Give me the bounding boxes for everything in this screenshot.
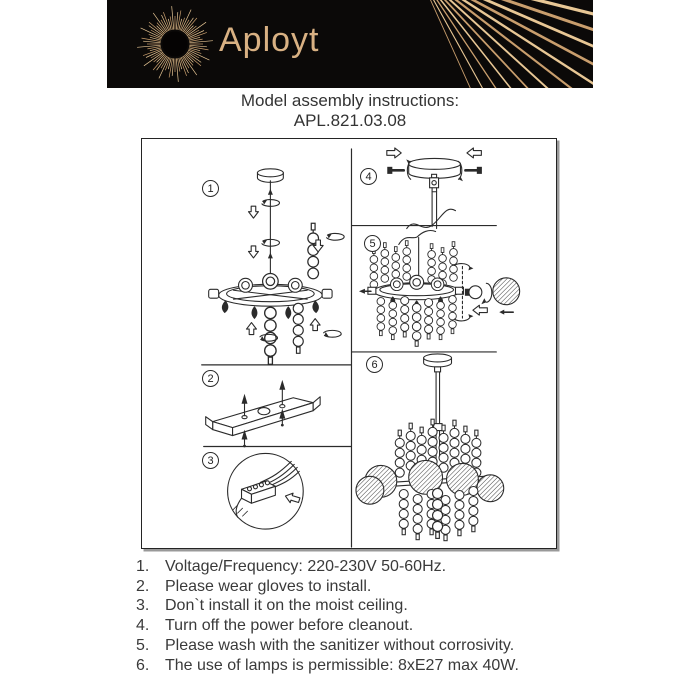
note-item bbox=[136, 557, 586, 577]
brand-banner bbox=[107, 0, 593, 88]
heading-block bbox=[0, 91, 700, 130]
note-item bbox=[136, 577, 586, 597]
note-text: Don`t install it on the moist ceiling. bbox=[165, 597, 408, 615]
banner-decoration bbox=[107, 0, 593, 88]
note-item bbox=[136, 656, 586, 676]
brand-name: Aployt bbox=[219, 21, 320, 59]
step-4-diagram bbox=[387, 148, 482, 229]
step-2-badge: 2 bbox=[202, 370, 219, 387]
assembly-diagrams bbox=[142, 139, 556, 548]
step-1-badge: 1 bbox=[202, 180, 219, 197]
step-1-diagram bbox=[209, 169, 344, 364]
note-text: Please wash with the sanitizer without corrosivity. bbox=[165, 636, 515, 654]
note-number: 5. bbox=[136, 636, 150, 654]
sheet-title: Model assembly instructions: bbox=[240, 91, 460, 110]
step-6-badge: 6 bbox=[366, 356, 383, 373]
note-text: Please wear gloves to install. bbox=[165, 577, 372, 595]
note-text: Voltage/Frequency: 220-230V 50-60Hz. bbox=[165, 558, 447, 575]
assembly-diagram-panel bbox=[141, 138, 557, 549]
step-6-diagram bbox=[356, 354, 504, 541]
model-number: APL.821.03.08 bbox=[293, 110, 407, 130]
note-number: 3. bbox=[136, 597, 150, 615]
note-number: 2. bbox=[136, 577, 150, 595]
note-number: 6. bbox=[136, 656, 150, 674]
step-3-diagram bbox=[228, 453, 304, 529]
note-item bbox=[136, 636, 586, 656]
step-5-badge: 5 bbox=[364, 235, 381, 252]
step-4-badge: 4 bbox=[360, 168, 377, 185]
step-2-diagram bbox=[206, 380, 320, 448]
note-item bbox=[136, 616, 586, 636]
note-item bbox=[136, 596, 586, 616]
ray-fan-decoration bbox=[417, 0, 593, 88]
step-3-badge: 3 bbox=[202, 452, 219, 469]
starburst-logo-icon bbox=[137, 6, 213, 82]
note-text: Turn off the power before cleanout. bbox=[165, 617, 414, 635]
step-5-diagram bbox=[359, 231, 520, 347]
safety-notes-list bbox=[136, 557, 586, 675]
note-number: 1. bbox=[136, 558, 150, 575]
note-number: 4. bbox=[136, 617, 150, 635]
note-text: The use of lamps is permissible: 8xE27 max 40W. bbox=[165, 656, 519, 674]
